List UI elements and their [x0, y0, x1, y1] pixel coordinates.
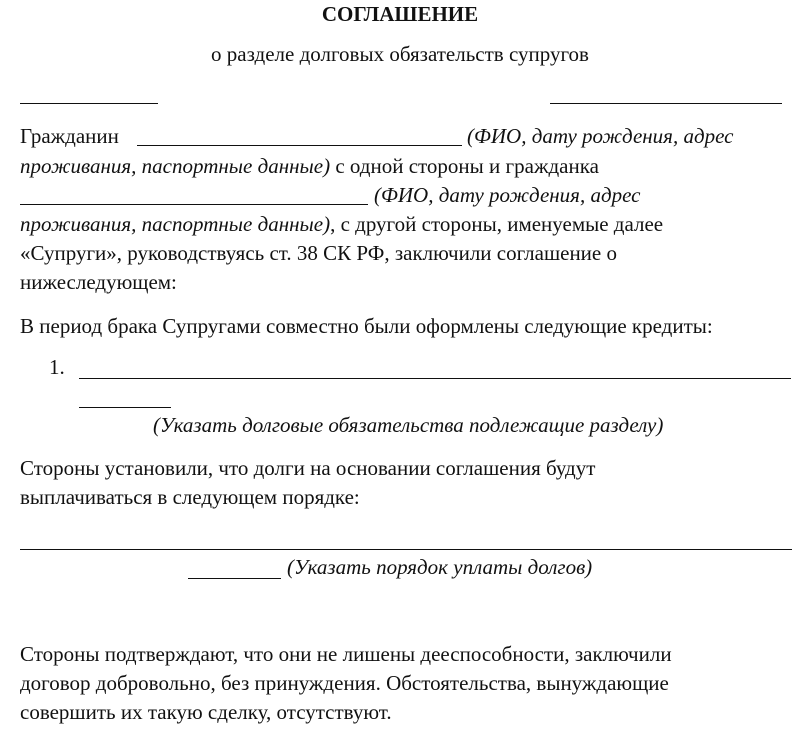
one-side-text: с одной стороны и гражданка	[330, 154, 599, 178]
husband-details-hint-cont: проживания, паспортные данные)	[20, 154, 331, 178]
husband-name-blank[interactable]	[137, 145, 462, 146]
payment-hint: (Указать порядок уплаты долгов)	[287, 555, 593, 579]
document-title: СОГЛАШЕНИЕ	[321, 2, 479, 26]
payment-order-blank-1[interactable]	[20, 549, 792, 550]
intro-line-1	[20, 122, 119, 151]
place-blank-line[interactable]	[20, 103, 158, 104]
closing-line-1: Стороны подтверждают, что они не лишены дееспособности, заключили	[20, 642, 672, 666]
other-side-text: , с другой стороны, именуемые далее	[330, 212, 664, 236]
list-number: 1.	[49, 355, 65, 379]
date-blank-line[interactable]	[550, 103, 782, 104]
citizen-label: Гражданин	[20, 124, 119, 148]
payment-line-1: Стороны установили, что долги на основании соглашения будут	[20, 456, 596, 480]
closing-line-3: совершить их такую сделку, отсутствуют.	[20, 700, 392, 724]
intro-line-5: «Супруги», руководствуясь ст. 38 СК РФ, заключили соглашение о	[20, 241, 617, 265]
intro-line-3-hint	[374, 181, 640, 210]
debts-hint-wrap	[153, 411, 663, 440]
wife-details-hint-cont: проживания, паспортные данные)	[20, 212, 331, 236]
debt-item-blank-1[interactable]	[79, 378, 791, 379]
intro-line-6: нижеследующем:	[20, 270, 177, 294]
debt-item-blank-2[interactable]	[79, 407, 171, 408]
intro-line-4	[20, 210, 663, 239]
husband-details-hint: (ФИО, дату рождения, адрес	[467, 124, 734, 148]
intro-line-2	[20, 152, 599, 181]
payment-order-blank-2[interactable]	[188, 578, 281, 579]
closing-line-2: договор добровольно, без принуждения. Обстоятельства, вынуждающие	[20, 671, 669, 695]
credits-intro: В период брака Супругами совместно были оформлены следующие кредиты:	[20, 314, 713, 338]
payment-line-2: выплачиваться в следующем порядке:	[20, 485, 360, 509]
debts-hint: (Указать долговые обязательства подлежащие разделу)	[153, 413, 664, 437]
document-subtitle: о разделе долговых обязательств супругов	[211, 42, 589, 66]
wife-name-blank[interactable]	[20, 204, 368, 205]
payment-hint-wrap	[287, 553, 592, 582]
intro-line-1-hint	[467, 122, 733, 151]
wife-details-hint: (ФИО, дату рождения, адрес	[374, 183, 641, 207]
